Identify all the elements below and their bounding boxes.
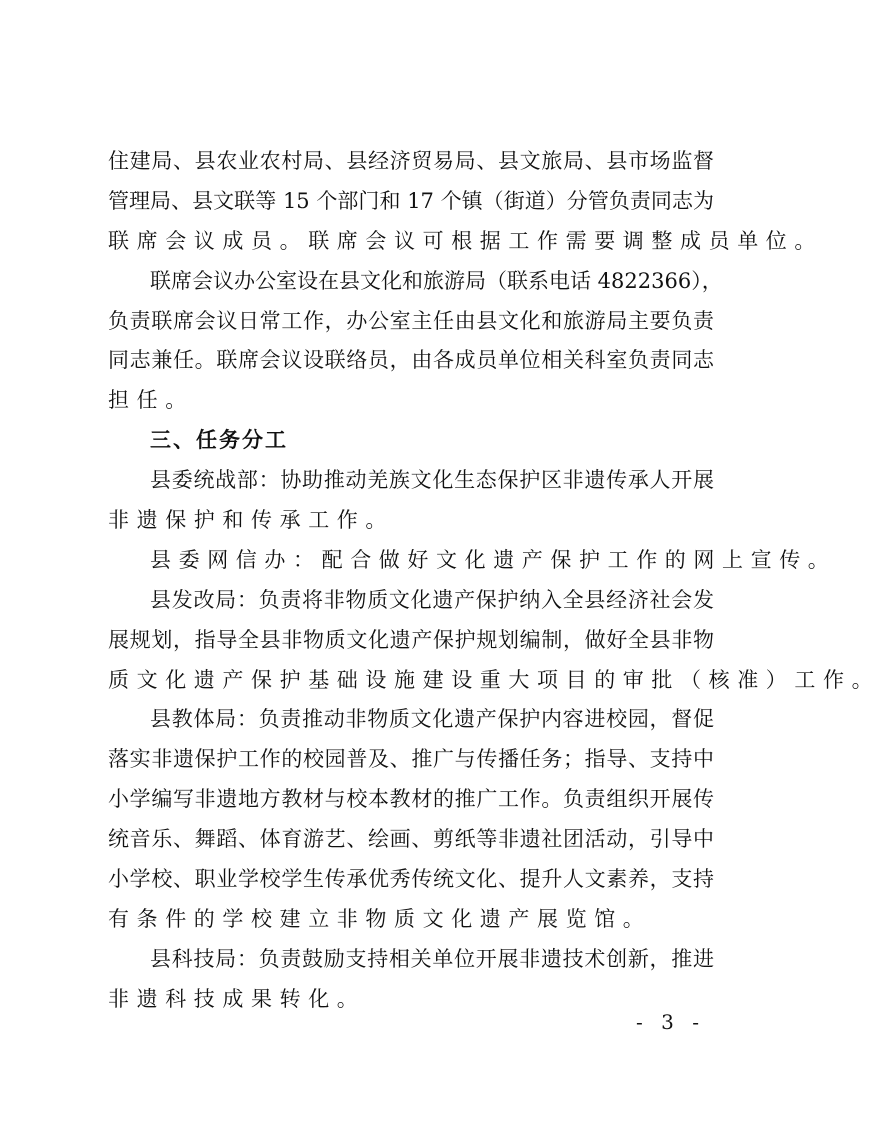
text-line: 县委统战部：协助推动羌族文化生态保护区非遗传承人开展 [150, 468, 714, 493]
text-line: 三、任务分工 [150, 428, 288, 453]
page-number: - 3 - [636, 1010, 705, 1034]
paragraph [108, 700, 714, 939]
text-line: 统音乐、舞蹈、体育游艺、绘画、剪纸等非遗社团活动，引导中 [108, 827, 714, 852]
text-line: 联席会议办公室设在县文化和旅游局（联系电话 4822366）， [150, 268, 723, 293]
text-line: 管理局、县文联等 15 个部门和 17 个镇（街道）分管负责同志为 [108, 188, 714, 213]
text-line: 有条件的学校建立非物质文化遗产展览馆。 [108, 906, 652, 931]
paragraph [108, 262, 723, 422]
paragraph [108, 581, 880, 701]
section-heading [108, 421, 714, 461]
document-body [108, 142, 880, 1020]
text-line: 非遗保护和传承工作。 [108, 508, 394, 533]
text-line: 县委网信办：配合做好文化遗产保护工作的网上宣传。 [150, 547, 837, 572]
text-line: 非遗科技成果转化。 [108, 986, 366, 1011]
text-line: 县发改局：负责将非物质文化遗产保护纳入全县经济社会发 [150, 587, 714, 612]
text-line: 小学校、职业学校学生传承优秀传统文化、提升人文素养，支持 [108, 867, 714, 892]
text-line: 负责联席会议日常工作，办公室主任由县文化和旅游局主要负责 [108, 308, 714, 333]
text-line: 同志兼任。联席会议设联络员，由各成员单位相关科室负责同志 [108, 348, 714, 373]
text-line: 小学编写非遗地方教材与校本教材的推广工作。负责组织开展传 [108, 787, 714, 812]
paragraph [108, 142, 823, 262]
text-line: 展规划，指导全县非物质文化遗产保护规划编制，做好全县非物 [108, 627, 714, 652]
paragraph [108, 461, 714, 541]
text-line: 县教体局：负责推动非物质文化遗产保护内容进校园，督促 [150, 707, 714, 732]
paragraph [108, 940, 714, 1020]
text-line: 联席会议成员。联席会议可根据工作需要调整成员单位。 [108, 228, 823, 253]
text-line: 县科技局：负责鼓励支持相关单位开展非遗技术创新，推进 [150, 946, 714, 971]
text-line: 落实非遗保护工作的校园普及、推广与传播任务；指导、支持中 [108, 747, 714, 772]
text-line: 质文化遗产保护基础设施建设重大项目的审批（核准）工作。 [108, 667, 880, 692]
text-line: 住建局、县农业农村局、县经济贸易局、县文旅局、县市场监督 [108, 149, 714, 173]
text-line: 担任。 [108, 388, 194, 413]
paragraph [108, 541, 837, 581]
